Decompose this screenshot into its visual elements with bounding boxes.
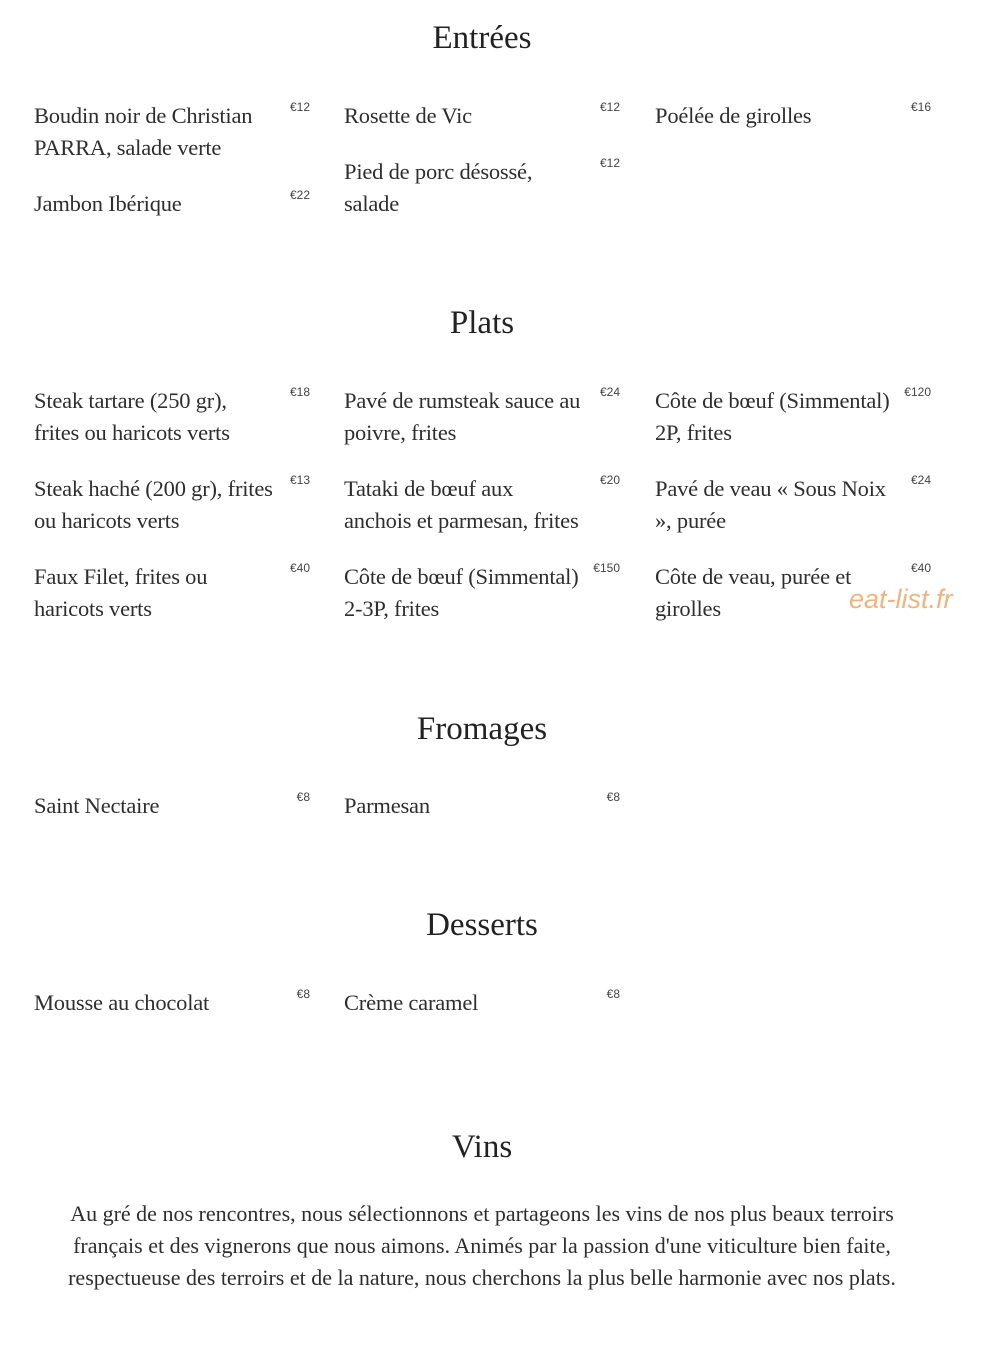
desserts-column-1 bbox=[34, 987, 310, 1043]
menu-item bbox=[34, 561, 310, 625]
entrees-column-2 bbox=[344, 100, 620, 244]
menu-item-name: Saint Nectaire bbox=[34, 793, 160, 818]
menu-item bbox=[655, 100, 931, 132]
section-title-fromages: Fromages bbox=[416, 711, 548, 747]
section-title-desserts: Desserts bbox=[426, 907, 538, 943]
section-title-entrees: Entrées bbox=[432, 20, 532, 56]
menu-item bbox=[34, 385, 310, 449]
menu-item-name: Pied de porc désossé, salade bbox=[344, 159, 533, 216]
menu-item-price: €8 bbox=[606, 987, 620, 1001]
menu-item-name: Rosette de Vic bbox=[344, 103, 472, 128]
menu-item-name: Steak tartare (250 gr), frites ou haricots verts bbox=[34, 388, 230, 445]
menu-item bbox=[344, 385, 620, 449]
menu-item bbox=[34, 473, 310, 537]
menu-item-name: Parmesan bbox=[344, 793, 430, 818]
menu-item-name: Mousse au chocolat bbox=[34, 990, 210, 1015]
menu-item-name: Côte de veau, purée et girolles bbox=[655, 564, 852, 621]
menu-item-price: €16 bbox=[910, 100, 931, 114]
wine-description: Au gré de nos rencontres, nous sélectionnons et partageons les vins de nos plus beaux terroirs français et des vignerons que nous aimons. Animés par la passion d'une viticulture bien faite, respectueuse des terroirs et de la nature, nous cherchons la plus belle harmonie avec nos plats. bbox=[68, 1201, 896, 1290]
menu-item-name: Tataki de bœuf aux anchois et parmesan, frites bbox=[344, 476, 579, 533]
watermark: eat-list.fr bbox=[849, 584, 953, 614]
menu-item-price: €120 bbox=[904, 385, 931, 399]
fromages-column-1 bbox=[34, 790, 310, 846]
menu-item-price: €24 bbox=[599, 385, 620, 399]
menu-item-name: Poélée de girolles bbox=[655, 103, 812, 128]
menu-item bbox=[344, 473, 620, 537]
menu-item-name: Boudin noir de Christian PARRA, salade verte bbox=[34, 103, 253, 160]
menu-item-name: Côte de bœuf (Simmental) 2P, frites bbox=[655, 388, 890, 445]
menu-item bbox=[344, 987, 620, 1019]
menu-item bbox=[655, 473, 931, 537]
menu-item-name: Côte de bœuf (Simmental) 2-3P, frites bbox=[344, 564, 579, 621]
menu-item bbox=[34, 188, 310, 220]
menu-item-price: €22 bbox=[289, 188, 310, 202]
menu-item-price: €150 bbox=[593, 561, 620, 575]
menu-item bbox=[344, 790, 620, 822]
menu-item-name: Crème caramel bbox=[344, 990, 479, 1015]
menu-item bbox=[34, 790, 310, 822]
desserts-column-2 bbox=[344, 987, 620, 1043]
menu-item-name: Pavé de veau « Sous Noix », purée bbox=[655, 476, 886, 533]
menu-item bbox=[344, 561, 620, 625]
menu-item-price: €13 bbox=[289, 473, 310, 487]
entrees-column-1 bbox=[34, 100, 310, 244]
menu-item-price: €12 bbox=[599, 100, 620, 114]
menu-item-name: Faux Filet, frites ou haricots verts bbox=[34, 564, 208, 621]
section-title-plats: Plats bbox=[449, 305, 515, 341]
menu-item-price: €8 bbox=[296, 790, 310, 804]
menu-item-name: Steak haché (200 gr), frites ou haricots verts bbox=[34, 476, 273, 533]
section-title-vins: Vins bbox=[451, 1129, 513, 1165]
plats-column-1 bbox=[34, 385, 310, 649]
menu-item-price: €12 bbox=[289, 100, 310, 114]
menu-item-price: €8 bbox=[606, 790, 620, 804]
menu-item-price: €40 bbox=[910, 561, 931, 575]
menu-item bbox=[344, 156, 620, 220]
menu-item-price: €12 bbox=[599, 156, 620, 170]
menu-item bbox=[655, 385, 931, 449]
fromages-column-2 bbox=[344, 790, 620, 846]
menu-item-price: €40 bbox=[289, 561, 310, 575]
menu-item-price: €20 bbox=[599, 473, 620, 487]
menu-item bbox=[344, 100, 620, 132]
menu-item-price: €18 bbox=[289, 385, 310, 399]
menu-item bbox=[34, 987, 310, 1019]
menu-item-name: Jambon Ibérique bbox=[34, 191, 182, 216]
menu-item-price: €8 bbox=[296, 987, 310, 1001]
menu-item bbox=[34, 100, 310, 164]
plats-column-2 bbox=[344, 385, 620, 649]
entrees-column-3 bbox=[655, 100, 931, 156]
menu-item-name: Pavé de rumsteak sauce au poivre, frites bbox=[344, 388, 581, 445]
menu-item-price: €24 bbox=[910, 473, 931, 487]
